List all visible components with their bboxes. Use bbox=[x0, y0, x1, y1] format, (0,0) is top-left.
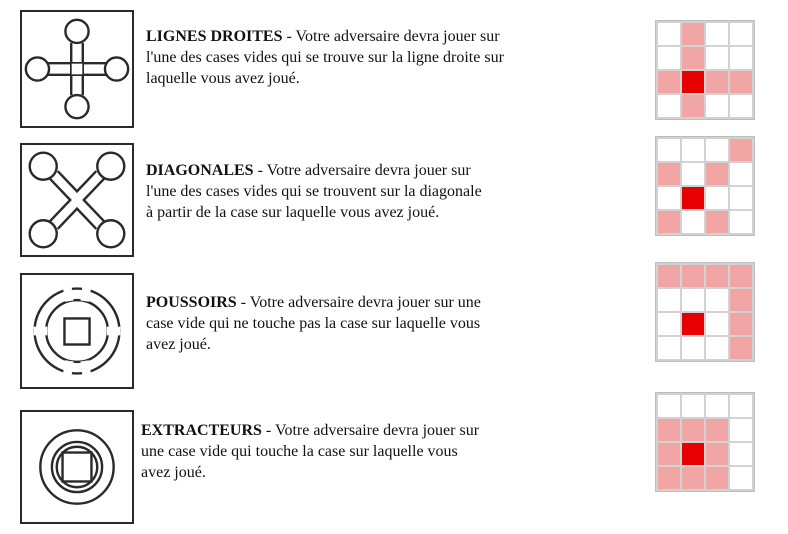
rule-text-line: - Votre adversaire devra jouer sur bbox=[282, 28, 500, 45]
board-cell-empty bbox=[706, 47, 728, 69]
board-cell-highlighted bbox=[658, 419, 680, 441]
rule-text-line: case vide qui ne touche pas la case sur laquelle vous bbox=[146, 315, 481, 332]
board-cell-highlighted bbox=[730, 139, 752, 161]
board-cell-empty bbox=[658, 289, 680, 311]
board-cell-empty bbox=[682, 289, 704, 311]
rule-name: LIGNES DROITES bbox=[146, 28, 283, 45]
board-cell-highlighted bbox=[682, 95, 704, 117]
board-cell-empty bbox=[706, 95, 728, 117]
rule-text-line: avez joué. bbox=[141, 464, 206, 481]
board-cell-highlighted bbox=[682, 467, 704, 489]
board-cell-highlighted bbox=[730, 71, 752, 93]
rule-text-line: l'une des cases vides qui se trouve sur la ligne droite sur bbox=[146, 49, 504, 66]
board-grid bbox=[655, 20, 755, 120]
board-cell-highlighted bbox=[730, 337, 752, 359]
rule-text-line: l'une des cases vides qui se trouvent sur la diagonale bbox=[146, 183, 482, 200]
board-cell-played bbox=[682, 187, 704, 209]
board-cell-highlighted bbox=[730, 265, 752, 287]
board-cell-empty bbox=[730, 163, 752, 185]
board-cell-empty bbox=[730, 47, 752, 69]
board-cell-empty bbox=[706, 313, 728, 335]
board-cell-empty bbox=[730, 211, 752, 233]
board-cell-highlighted bbox=[682, 23, 704, 45]
rule-text-line: avez joué. bbox=[146, 336, 211, 353]
x-four-circles-icon bbox=[20, 143, 134, 257]
board-cell-empty bbox=[682, 211, 704, 233]
rule-name: DIAGONALES bbox=[146, 162, 254, 179]
board-cell-highlighted bbox=[706, 211, 728, 233]
rule-description bbox=[146, 160, 576, 223]
cross-four-circles-icon bbox=[20, 10, 134, 128]
concentric-circles-square-icon bbox=[20, 410, 134, 524]
board-cell-empty bbox=[682, 337, 704, 359]
rule-name: POUSSOIRS bbox=[146, 294, 237, 311]
board-cell-empty bbox=[730, 395, 752, 417]
rule-text-line: laquelle vous avez joué. bbox=[146, 70, 300, 87]
rule-text-line: - Votre adversaire devra jouer sur bbox=[261, 422, 480, 439]
board-cell-highlighted bbox=[706, 265, 728, 287]
board-cell-highlighted bbox=[706, 467, 728, 489]
board-cell-empty bbox=[658, 395, 680, 417]
board-cell-empty bbox=[730, 443, 752, 465]
board-cell-highlighted bbox=[658, 443, 680, 465]
board-cell-highlighted bbox=[730, 313, 752, 335]
ring-arcs-square-icon bbox=[20, 273, 134, 389]
board-cell-empty bbox=[682, 163, 704, 185]
rule-description bbox=[146, 26, 576, 89]
board-cell-empty bbox=[658, 47, 680, 69]
board-cell-empty bbox=[658, 23, 680, 45]
board-cell-empty bbox=[706, 395, 728, 417]
board-grid bbox=[655, 392, 755, 492]
rule-description bbox=[146, 292, 576, 355]
board-cell-highlighted bbox=[658, 211, 680, 233]
board-cell-highlighted bbox=[730, 289, 752, 311]
board-cell-highlighted bbox=[658, 71, 680, 93]
rule-text-line: - Votre adversaire devra jouer sur bbox=[253, 162, 471, 179]
board-cell-highlighted bbox=[706, 443, 728, 465]
rule-name: EXTRACTEURS bbox=[141, 422, 262, 439]
board-cell-empty bbox=[730, 23, 752, 45]
board-cell-highlighted bbox=[706, 163, 728, 185]
board-cell-empty bbox=[706, 23, 728, 45]
board-cell-played bbox=[682, 313, 704, 335]
board-cell-empty bbox=[706, 139, 728, 161]
rule-text-line: une case vide qui touche la case sur laquelle vous bbox=[141, 443, 458, 460]
board-cell-empty bbox=[706, 289, 728, 311]
board-cell-highlighted bbox=[682, 265, 704, 287]
board-cell-highlighted bbox=[658, 163, 680, 185]
board-cell-empty bbox=[730, 187, 752, 209]
board-cell-empty bbox=[682, 395, 704, 417]
board-grid bbox=[655, 262, 755, 362]
board-cell-empty bbox=[658, 187, 680, 209]
board-cell-empty bbox=[658, 139, 680, 161]
board-cell-highlighted bbox=[706, 419, 728, 441]
board-cell-highlighted bbox=[706, 71, 728, 93]
rule-text-line: - Votre adversaire devra jouer sur une bbox=[236, 294, 481, 311]
board-grid bbox=[655, 136, 755, 236]
board-cell-empty bbox=[682, 139, 704, 161]
board-cell-empty bbox=[706, 337, 728, 359]
board-cell-empty bbox=[730, 467, 752, 489]
rule-description bbox=[141, 420, 571, 483]
board-cell-empty bbox=[658, 337, 680, 359]
board-cell-played bbox=[682, 443, 704, 465]
board-cell-highlighted bbox=[658, 467, 680, 489]
board-cell-played bbox=[682, 71, 704, 93]
board-cell-empty bbox=[706, 187, 728, 209]
board-cell-highlighted bbox=[682, 419, 704, 441]
board-cell-highlighted bbox=[682, 47, 704, 69]
board-cell-empty bbox=[658, 95, 680, 117]
board-cell-empty bbox=[730, 95, 752, 117]
board-cell-empty bbox=[658, 313, 680, 335]
board-cell-empty bbox=[730, 419, 752, 441]
board-cell-highlighted bbox=[658, 265, 680, 287]
rule-text-line: à partir de la case sur laquelle vous avez joué. bbox=[146, 204, 440, 221]
